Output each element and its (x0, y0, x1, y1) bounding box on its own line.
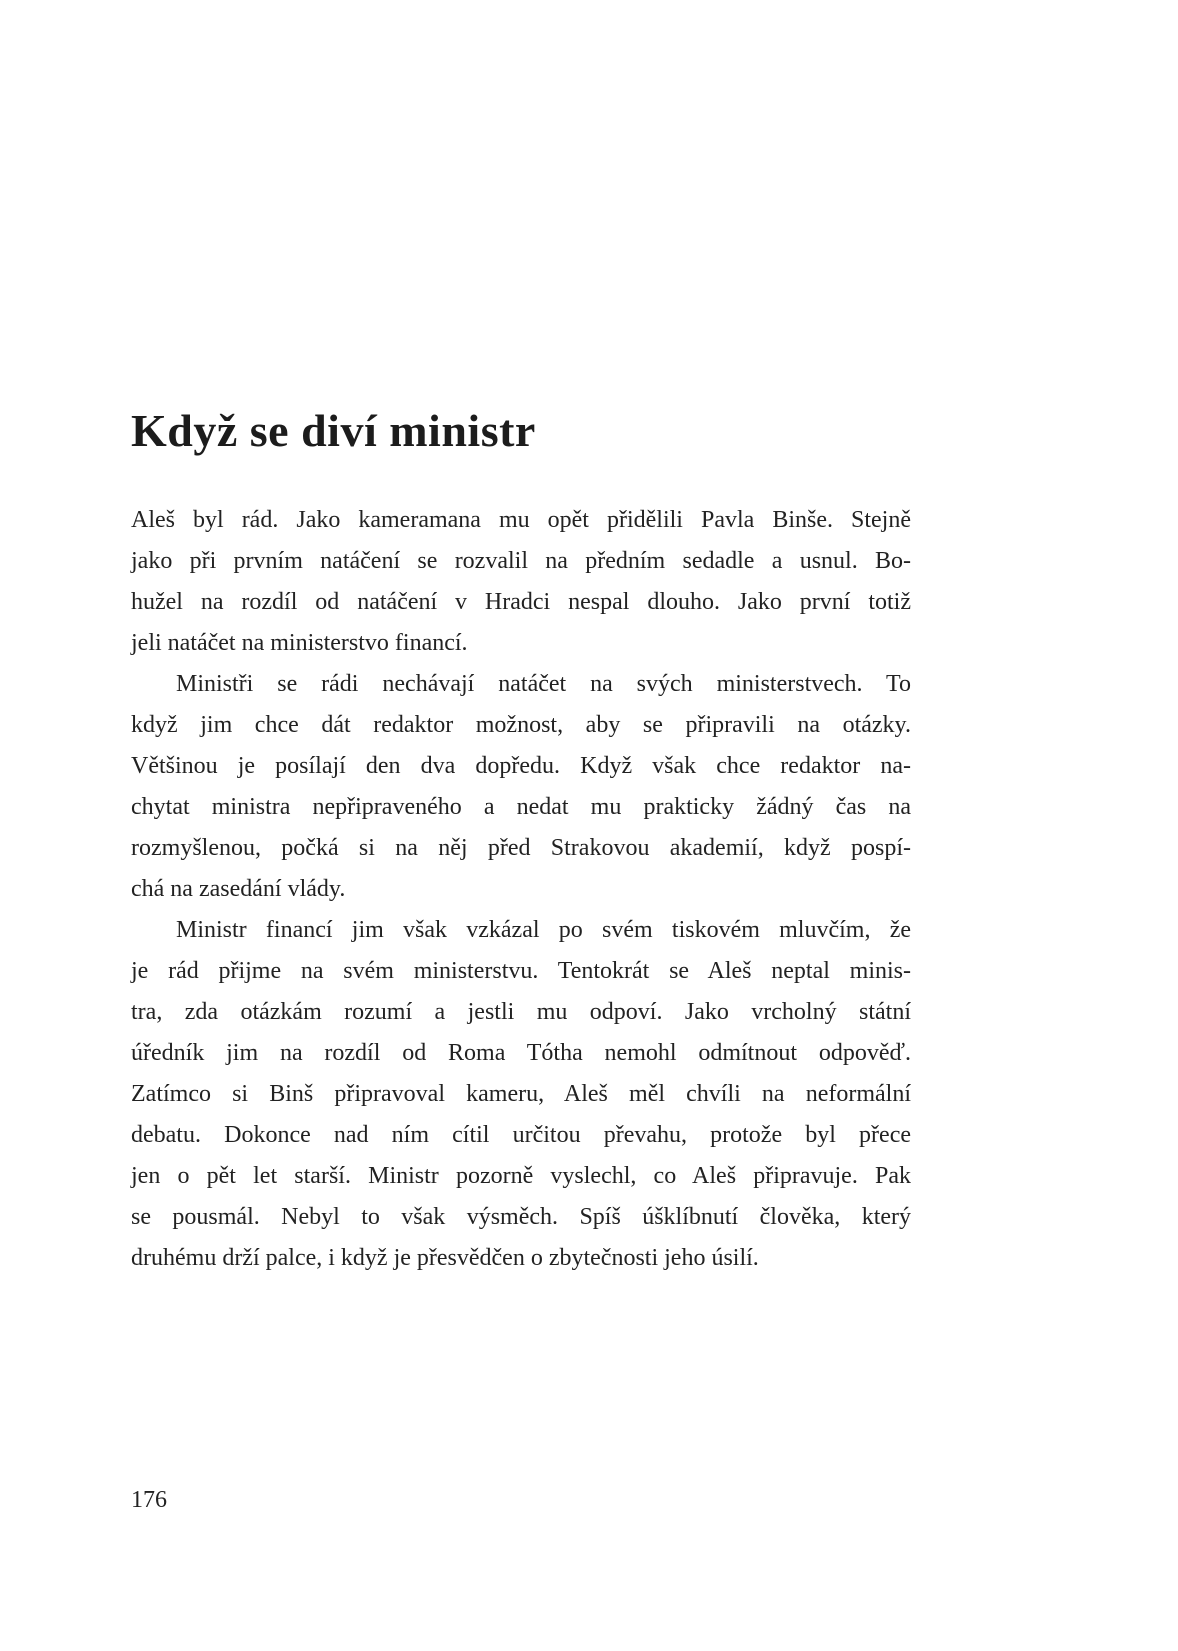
text-line: rozmyšlenou, počká si na něj před Strakovou akademií, když pospí- (131, 835, 911, 861)
text-line: jako při prvním natáčení se rozvalil na předním sedadle a usnul. Bo- (131, 548, 911, 574)
body-text (131, 500, 911, 1279)
chapter-title: Když se diví ministr (131, 405, 536, 456)
text-line: je rád přijme na svém ministerstvu. Tentokrát se Aleš neptal minis- (131, 958, 911, 984)
paragraph (131, 910, 911, 1279)
text-line: hužel na rozdíl od natáčení v Hradci nespal dlouho. Jako první totiž (131, 589, 911, 615)
text-line: jen o pět let starší. Ministr pozorně vyslechl, co Aleš připravuje. Pak (131, 1163, 911, 1189)
text-line: druhému drží palce, i když je přesvědčen o zbytečnosti jeho úsilí. (131, 1245, 759, 1271)
text-line: se pousmál. Nebyl to však výsměch. Spíš úšklíbnutí člověka, který (131, 1204, 911, 1230)
page-number: 176 (131, 1487, 167, 1513)
paragraph (131, 664, 911, 910)
text-line: Většinou je posílají den dva dopředu. Když však chce redaktor na- (131, 753, 911, 779)
paragraph (131, 500, 911, 664)
text-line: Aleš byl rád. Jako kameramana mu opět přidělili Pavla Binše. Stejně (131, 507, 911, 533)
text-line: jeli natáčet na ministerstvo financí. (131, 630, 468, 656)
text-line: úředník jim na rozdíl od Roma Tótha nemohl odmítnout odpověď. (131, 1040, 911, 1066)
text-line: tra, zda otázkám rozumí a jestli mu odpoví. Jako vrcholný státní (131, 999, 911, 1025)
text-line: chytat ministra nepřipraveného a nedat mu prakticky žádný čas na (131, 794, 911, 820)
text-line: debatu. Dokonce nad ním cítil určitou převahu, protože byl přece (131, 1122, 911, 1148)
text-line: chá na zasedání vlády. (131, 876, 346, 902)
text-line: Zatímco si Binš připravoval kameru, Aleš měl chvíli na neformální (131, 1081, 911, 1107)
text-line: když jim chce dát redaktor možnost, aby se připravili na otázky. (131, 712, 911, 738)
text-line: Ministr financí jim však vzkázal po svém tiskovém mluvčím, že (176, 917, 911, 943)
text-line: Ministři se rádi nechávají natáčet na svých ministerstvech. To (176, 671, 911, 697)
